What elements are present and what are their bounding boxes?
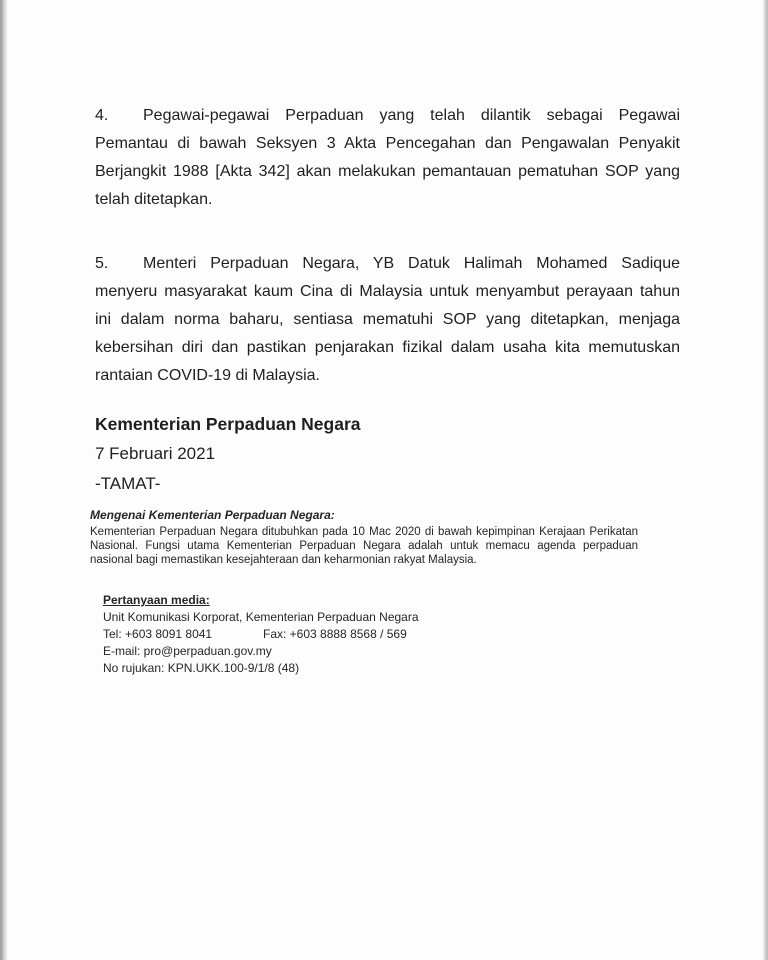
media-contact-reference: No rujukan: KPN.UKK.100-9/1/8 (48) — [103, 661, 300, 675]
paragraph-line: telah ditetapkan. — [95, 191, 213, 208]
paragraph-line — [95, 250, 680, 278]
about-body: Kementerian Perpaduan Negara ditubuhkan pada 10 Mac 2020 di bawah kepimpinan Kerajaan Perikatan Nasional. Fungsi utama Kementerian Perpaduan Negara adalah untuk memacu agenda perpaduan nasional bagi memastikan kesejahteraan dan keharmonian rakyat Malaysia. — [90, 526, 638, 566]
media-contact-tel: Tel: +603 8091 8041 — [103, 627, 213, 641]
paragraph-5 — [95, 250, 680, 390]
signoff-block — [95, 409, 680, 499]
paragraph-line: kebersihan diri dan pastikan penjarakan fizikal dalam usaha kita memutuskan — [95, 339, 680, 356]
media-contact-section — [103, 592, 680, 677]
photo-edge-left — [0, 0, 8, 960]
paragraph-number: 5. — [95, 255, 109, 272]
paragraph-line-text: Pegawai-pegawai Perpaduan yang telah dilantik sebagai Pegawai — [143, 107, 680, 124]
about-section — [90, 508, 638, 567]
end-marker: -TAMAT- — [95, 474, 161, 493]
document-body — [90, 102, 680, 677]
signoff-date: 7 Februari 2021 — [95, 444, 216, 463]
media-contact-heading: Pertanyaan media: — [103, 593, 210, 607]
paragraph-line: ini dalam norma baharu, sentiasa mematuhi SOP yang ditetapkan, menjaga — [95, 311, 680, 328]
photo-edge-right — [762, 0, 768, 960]
paragraph-line: Berjangkit 1988 [Akta 342] akan melakukan pemantauan pematuhan SOP yang — [95, 163, 680, 180]
media-contact-fax: Fax: +603 8888 8568 / 569 — [263, 627, 407, 641]
signoff-organization: Kementerian Perpaduan Negara — [95, 414, 361, 434]
paragraph-line: rantaian COVID-19 di Malaysia. — [95, 367, 320, 384]
media-contact-email: E-mail: pro@perpaduan.gov.my — [103, 644, 272, 658]
paragraph-line: Pemantau di bawah Seksyen 3 Akta Pencegahan dan Pengawalan Penyakit — [95, 135, 680, 152]
paragraph-number: 4. — [95, 107, 109, 124]
paragraph-line-text: Menteri Perpaduan Negara, YB Datuk Halimah Mohamed Sadique — [143, 255, 680, 272]
about-heading: Mengenai Kementerian Perpaduan Negara: — [90, 508, 335, 522]
paragraph-4 — [95, 102, 680, 214]
paragraph-line — [95, 102, 680, 130]
paragraph-line: menyeru masyarakat kaum Cina di Malaysia untuk menyambut perayaan tahun — [95, 283, 680, 300]
media-contact-phone-row — [103, 626, 680, 643]
media-contact-unit: Unit Komunikasi Korporat, Kementerian Perpaduan Negara — [103, 610, 419, 624]
